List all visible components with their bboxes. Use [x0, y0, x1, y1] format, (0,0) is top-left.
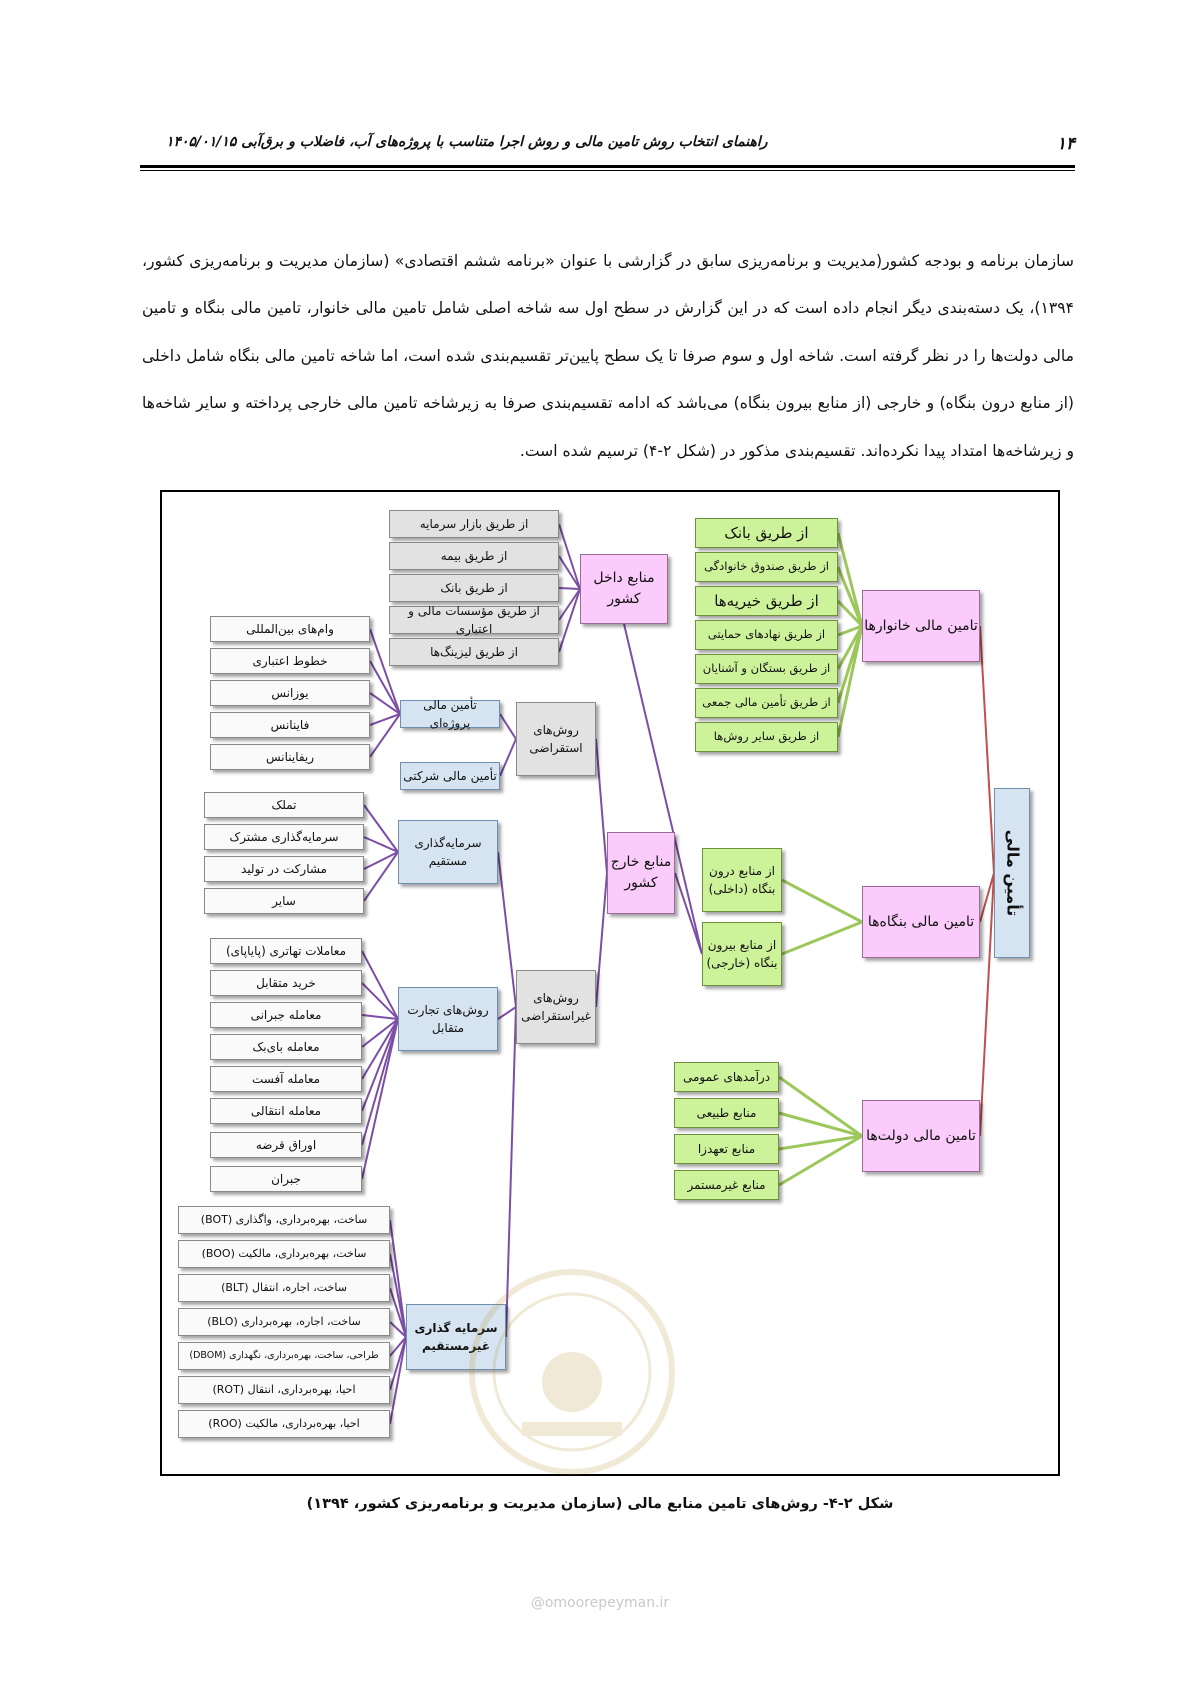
indirect-investment-box: سرمایه گذاری غیرمستقیم — [406, 1304, 506, 1370]
header-title: راهنمای انتخاب روش تامین مالی و روش اجرا متناسب با پروژه‌های آب، فاضلاب و برق‌آبی — [241, 134, 768, 150]
site-watermark: @omoorepeyman.ir — [530, 1595, 670, 1611]
connector-line — [364, 852, 398, 901]
connector-line — [782, 922, 862, 954]
internal-sources-box: از منابع درون بنگاه (داخلی) — [702, 848, 782, 912]
government-item: منابع تعهدزا — [674, 1134, 779, 1164]
fdi-box: سرمایه‌گذاری مستقیم — [398, 820, 498, 884]
firms-box: تامین مالی بنگاه‌ها — [862, 886, 980, 958]
root-label: تأمین مالی — [1003, 829, 1022, 917]
domestic-item: از طریق بیمه — [389, 542, 559, 570]
domestic-item: از طریق مؤسسات مالی و اعتباری — [389, 606, 559, 634]
project-finance-item: فاینانس — [210, 712, 370, 738]
connector-line — [362, 1019, 398, 1079]
connector-line — [362, 951, 398, 1019]
foreign-sources-box: منابع خارج کشور — [607, 832, 675, 914]
connector-line — [498, 852, 516, 1007]
fdi-item: سایر — [204, 888, 364, 914]
domestic-item: از طریق لیزینگ‌ها — [389, 638, 559, 666]
government-item: منابع غیرمستمر — [674, 1170, 779, 1200]
fdi-item: تملک — [204, 792, 364, 818]
project-finance-item: ریفاینانس — [210, 744, 370, 770]
countertrade-item: معامله انتقالی — [210, 1098, 362, 1124]
loan-methods-box: روش‌های استقراضی — [516, 702, 596, 776]
non-loan-methods-box: روش‌های غیراستقراضی — [516, 970, 596, 1044]
connector-line — [362, 1015, 398, 1019]
external-sources-box: از منابع بیرون بنگاه (خارجی) — [702, 922, 782, 986]
domestic-item: از طریق بانک — [389, 574, 559, 602]
fdi-item: مشارکت در تولید — [204, 856, 364, 882]
countertrade-item: معاملات تهاتری (پایاپای) — [210, 938, 362, 964]
figure-caption: شکل ۲-۴- روش‌های تامین منابع مالی (سازمان مدیریت و برنامه‌ریزی کشور، ۱۳۹۴) — [306, 1496, 894, 1512]
household-item: از طریق سایر روش‌ها — [695, 722, 838, 752]
connector-line — [596, 739, 607, 873]
connector-line — [559, 589, 580, 652]
domestic-item: از طریق بازار سرمایه — [389, 510, 559, 538]
connector-line — [500, 739, 516, 776]
connector-line — [779, 1077, 862, 1136]
connector-line — [559, 556, 580, 589]
body-paragraph: سازمان برنامه و بودجه کشور(مدیریت و برنامه‌ریزی سابق در گزارشی با عنوان «برنامه ششم اقتصادی» (سازمان مدیریت و برنامه‌ریزی کشور، ۱۳۹۴)، یک دسته‌بندی دیگر انجام داده است که در این گزارش در سطح اول سه شاخه اصلی شامل تامین مالی خانوار، تامین مالی بنگاه و تامین مالی دولت‌ها را در نظر گرفته است. شاخه اول و سوم صرفا تا یک سطح پایین‌تر تقسیم‌بندی شده است، اما شاخه تامین مالی بنگاه شامل داخلی (از منابع درون بنگاه) و خارجی (از منابع بیرون بنگاه) می‌باشد که ادامه تقسیم‌بندی صرفا به زیرشاخه تامین مالی خارجی پرداخته و سایر شاخه‌ها و زیرشاخه‌ها امتداد پیدا نکرده‌اند. تقسیم‌بندی مذکور در (شکل ۲-۴) ترسیم شده است. — [142, 251, 1074, 460]
connector-line — [675, 873, 702, 954]
connector-line — [362, 1019, 398, 1145]
government-item: منابع طبیعی — [674, 1098, 779, 1128]
connector-line — [506, 1007, 516, 1337]
government-item: درآمدهای عمومی — [674, 1062, 779, 1092]
connector-line — [498, 1007, 516, 1019]
household-item: از طریق بانک — [695, 518, 838, 548]
countertrade-item: معامله آفست — [210, 1066, 362, 1092]
connector-line — [779, 1113, 862, 1136]
countertrade-item: جبران — [210, 1166, 362, 1192]
project-finance-box: تأمین مالی پروژه‌ای — [400, 700, 500, 728]
corporate-finance-box: تأمین مالی شرکتی — [400, 762, 500, 790]
domestic-sources-box: منابع داخل کشور — [580, 554, 668, 624]
indirect-item: ساخت، بهره‌برداری، واگذاری (BOT) — [178, 1206, 390, 1234]
project-finance-item: یوزانس — [210, 680, 370, 706]
countertrade-item: اوراق قرضه — [210, 1132, 362, 1158]
connector-line — [980, 626, 994, 873]
indirect-item: احیا، بهره‌برداری، انتقال (ROT) — [178, 1376, 390, 1404]
connector-line — [596, 873, 607, 1007]
indirect-item: ساخت، اجاره، بهره‌برداری (BLO) — [178, 1308, 390, 1336]
countertrade-item: معامله بای‌بک — [210, 1034, 362, 1060]
connector-line — [500, 714, 516, 739]
households-box: تامین مالی خانوارها — [862, 590, 980, 662]
project-finance-item: وام‌های بین‌المللی — [210, 616, 370, 642]
indirect-item: طراحی، ساخت، بهره‌برداری، نگهداری (DBOM) — [178, 1342, 390, 1370]
connector-line — [559, 524, 580, 589]
figure-diagram — [160, 490, 1060, 1476]
indirect-item: ساخت، بهره‌برداری، مالکیت (BOO) — [178, 1240, 390, 1268]
indirect-item: ساخت، اجاره، انتقال (BLT) — [178, 1274, 390, 1302]
fdi-item: سرمایه‌گذاری مشترک — [204, 824, 364, 850]
countertrade-box: روش‌های تجارت متقابل — [398, 987, 498, 1051]
household-item: از طریق بستگان و آشنایان — [695, 654, 838, 684]
countertrade-item: معامله جبرانی — [210, 1002, 362, 1028]
header-rule-thin — [140, 170, 1075, 171]
connector-line — [838, 626, 862, 737]
household-item: از طریق خیریه‌ها — [695, 586, 838, 616]
root-box — [994, 788, 1030, 958]
governments-box: تامین مالی دولت‌ها — [862, 1100, 980, 1172]
page-number: ۱۴ — [1056, 134, 1075, 154]
project-finance-item: خطوط اعتباری — [210, 648, 370, 674]
household-item: از طریق نهادهای حمایتی — [695, 620, 838, 650]
connector-line — [782, 880, 862, 922]
countertrade-item: خرید متقابل — [210, 970, 362, 996]
connector-line — [559, 588, 580, 589]
connector-line — [362, 983, 398, 1019]
header-date: ۱۴۰۵/۰۱/۱۵ — [166, 134, 237, 150]
household-item: از طریق صندوق خانوادگی — [695, 552, 838, 582]
header-rule — [140, 165, 1075, 168]
household-item: از طریق تأمین مالی جمعی — [695, 688, 838, 718]
running-title — [140, 134, 768, 150]
indirect-item: احیا، بهره‌برداری، مالکیت (ROO) — [178, 1410, 390, 1438]
connector-line — [559, 589, 580, 620]
